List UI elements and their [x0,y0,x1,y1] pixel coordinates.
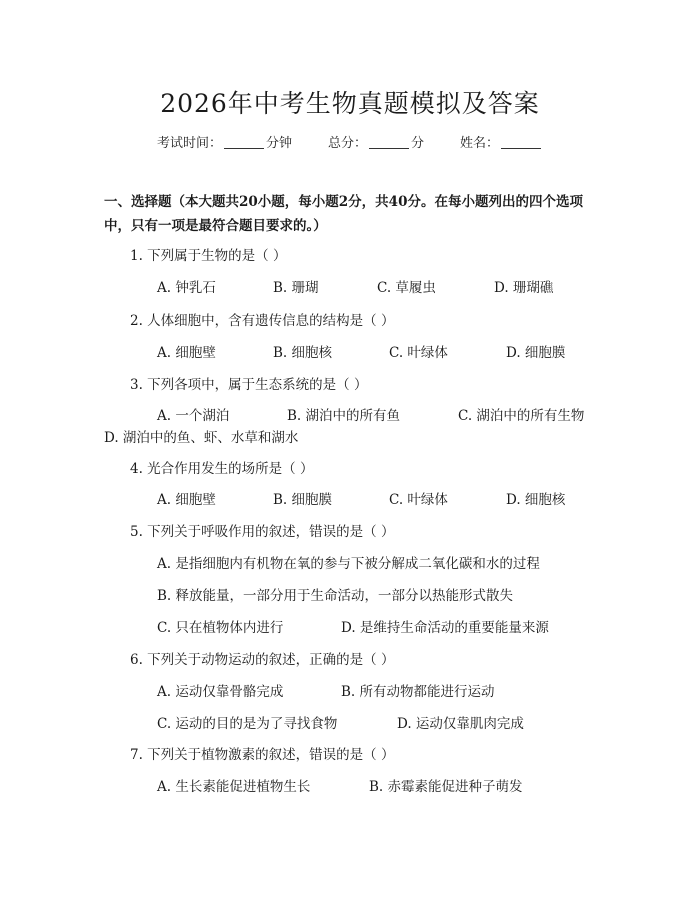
time-unit: 分钟 [265,136,292,151]
option-a: A. 细胞壁 [157,345,216,361]
exam-title: 2026年中考生物真题模拟及答案 [160,89,540,118]
option-b: B. 珊瑚 [273,280,319,296]
option-c: C. 叶绿体 [389,345,448,361]
option-a: A. 运动仅靠骨骼完成 [157,684,284,700]
option-a: A. 细胞壁 [157,492,216,508]
option-a: A. 钟乳石 [157,280,216,296]
option-a: A. 生长素能促进植物生长 [157,779,311,795]
section-heading: 一、选择题（本大题共20小题，每小题2分，共40分。在每小题列出的四个选项中，只有一项是最符合题目要求的。） [104,194,583,234]
question-7-stem: 7. 下列关于植物激素的叙述，错误的是（ ） [130,747,395,763]
option-b: B. 细胞膜 [273,492,333,508]
score-label: 总分： [327,136,367,151]
option-d: D. 细胞核 [506,492,566,508]
option-d: D. 运动仅靠肌肉完成 [397,716,524,732]
question-6-stem: 6. 下列关于动物运动的叙述，正确的是（ ） [130,652,395,668]
option-b: B. 释放能量，一部分用于生命活动，一部分以热能形式散失 [157,588,514,604]
score-unit: 分 [411,136,425,151]
option-d: D. 细胞膜 [506,345,566,361]
option-a: A. 一个湖泊 [157,408,230,424]
question-1-stem: 1. 下列属于生物的是（ ） [130,248,287,264]
option-d: D. 是维持生命活动的重要能量来源 [341,620,549,636]
option-c: C. 草履虫 [377,280,436,296]
option-a: A. 是指细胞内有机物在氧的参与下被分解成二氧化碳和水的过程 [157,556,540,572]
name-label: 姓名： [460,136,500,151]
option-c: C. 叶绿体 [389,492,448,508]
option-d: D. 珊瑚礁 [494,280,554,296]
question-2-stem: 2. 人体细胞中，含有遗传信息的结构是（ ） [130,313,395,329]
question-4-stem: 4. 光合作用发生的场所是（ ） [130,461,314,477]
option-c: C. 运动的目的是为了寻找食物 [157,716,338,732]
question-3-stem: 3. 下列各项中，属于生态系统的是（ ） [130,377,368,393]
option-d: D. 湖泊中的鱼、虾、水草和湖水 [104,430,299,446]
time-blank[interactable] [224,148,264,149]
option-c: C. 只在植物体内进行 [157,620,284,636]
time-label: 考试时间： [156,136,222,151]
score-blank[interactable] [369,148,409,149]
option-b: B. 湖泊中的所有鱼 [287,408,401,424]
question-5-stem: 5. 下列关于呼吸作用的叙述，错误的是（ ） [130,524,395,540]
name-blank[interactable] [501,148,541,149]
option-b: B. 细胞核 [273,345,333,361]
option-c: C. 湖泊中的所有生物 [458,408,585,424]
exam-info-line [0,132,700,151]
option-b: B. 赤霉素能促进种子萌发 [369,779,523,795]
option-b: B. 所有动物都能进行运动 [341,684,495,700]
